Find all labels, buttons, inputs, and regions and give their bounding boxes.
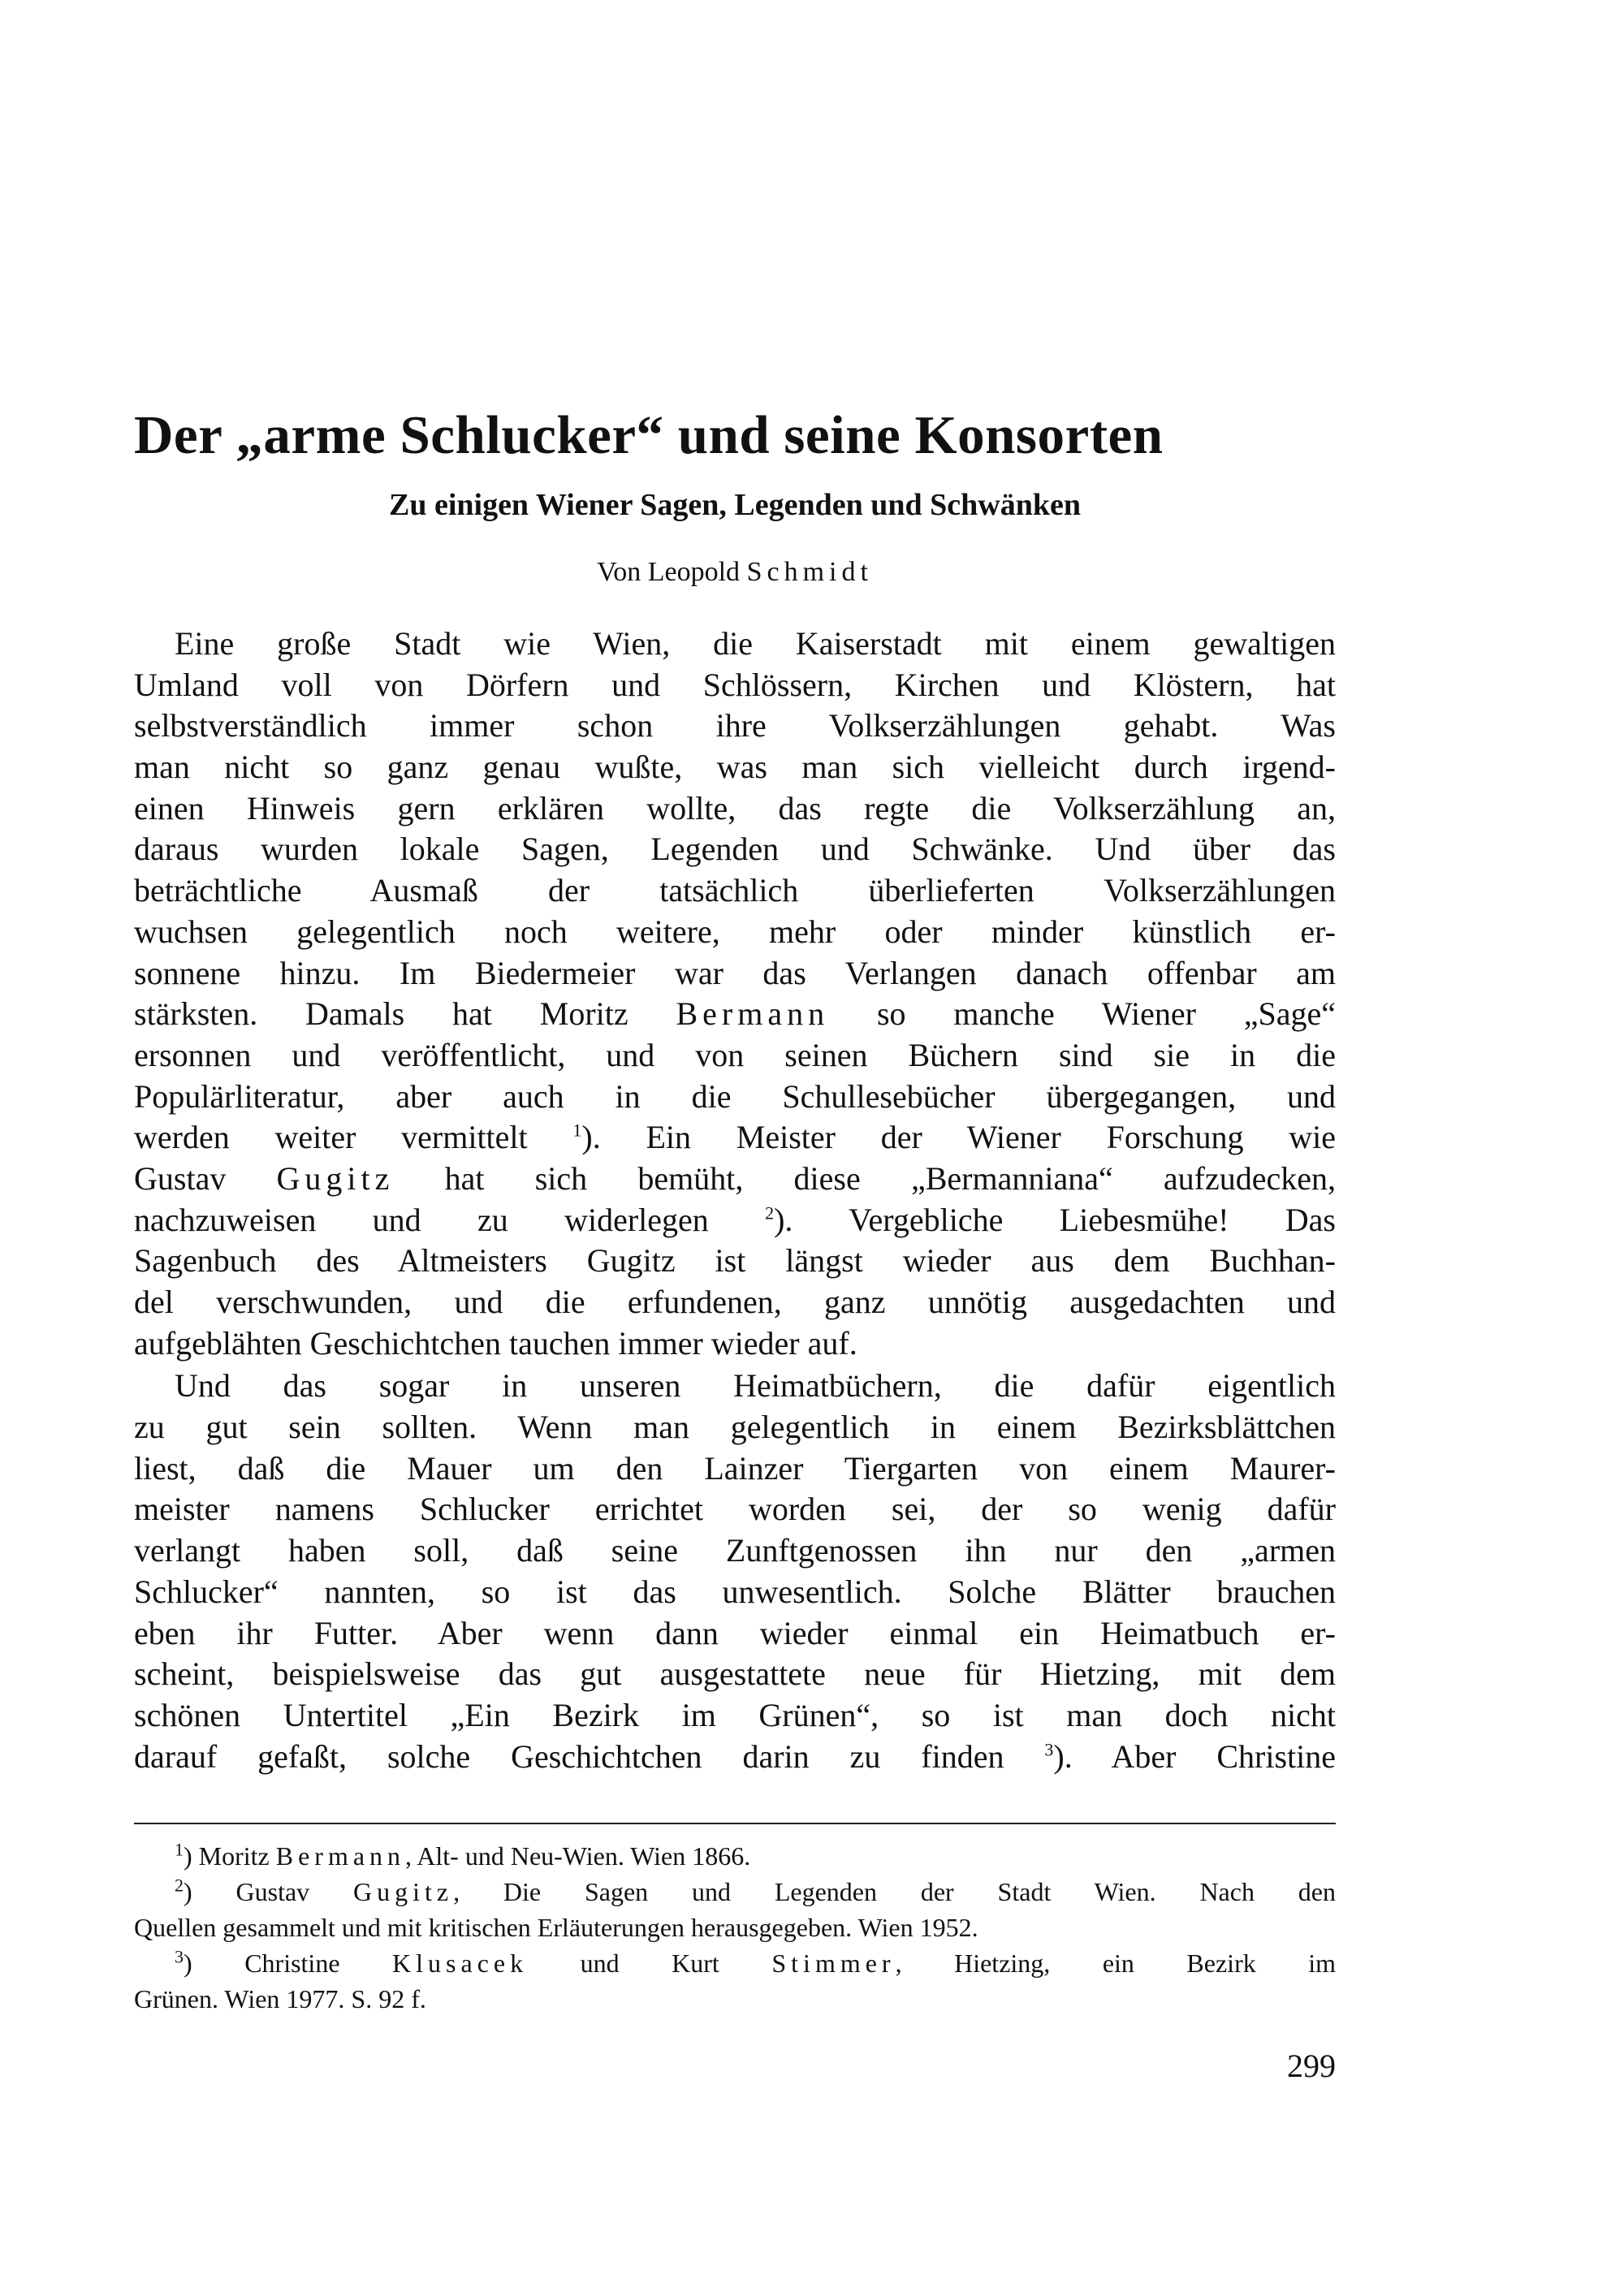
author-name: Gugitz xyxy=(276,1159,395,1197)
text-segment: ). Vergebliche Liebesmühe! Das xyxy=(774,1201,1336,1238)
author-name: Bermann xyxy=(676,995,830,1033)
body-line: Und das sogar in unseren Heimatbüchern, die dafür eigentlich xyxy=(175,1367,1336,1405)
byline-author: Schmidt xyxy=(746,557,873,587)
footnote-marker: 1 xyxy=(175,1839,184,1860)
body-text xyxy=(134,624,1336,1777)
text-segment: hat sich bemüht, diese „Bermanniana“ aufzudecken, xyxy=(444,1159,1337,1197)
footnote-2: $^2$) Gustav Gugitz, Die Sagen und Legenden der Stadt Wien. Nach den xyxy=(175,1875,1337,1906)
body-line: sonnene hinzu. Im Biedermeier war das Verlangen danach offenbar am xyxy=(134,954,1336,991)
body-line xyxy=(134,1117,1336,1159)
author-name: Bermann xyxy=(275,1841,406,1871)
body-line: Umland voll von Dörfern und Schlössern, Kirchen und Klöstern, hat xyxy=(134,666,1336,703)
text-segment: , Alt- und Neu-Wien. Wien 1866. xyxy=(405,1841,751,1871)
body-line: schönen Untertitel „Ein Bezirk im Grünen“, so ist man doch nicht xyxy=(134,1696,1336,1733)
byline-prefix: Von Leopold xyxy=(597,557,741,587)
text-segment: und Kurt xyxy=(580,1949,719,1978)
text-segment: darauf gefaßt, solche Geschichtchen darin zu finden xyxy=(134,1737,1004,1775)
body-line: zu gut sein sollten. Wenn man gelegentlich in einem Bezirksblättchen xyxy=(134,1409,1336,1446)
footnote-ref: 3 xyxy=(1044,1739,1054,1760)
text-segment: , Die Sagen und Legenden der Stadt Wien. Nach den xyxy=(453,1877,1337,1906)
byline xyxy=(134,554,1336,591)
author-name: Klusacek xyxy=(392,1949,529,1978)
text-segment: , Hietzing, ein Bezirk im xyxy=(895,1949,1337,1978)
body-line xyxy=(134,1737,1336,1778)
body-line: liest, daß die Mauer um den Lainzer Tiergarten von einem Maurer- xyxy=(134,1449,1336,1487)
text-segment: Gustav xyxy=(134,1159,227,1197)
footnote-3: $^3$) Christine Klusacek und Kurt Stimmer, Hietzing, ein Bezirk im xyxy=(175,1946,1337,1978)
article-subtitle: Zu einigen Wiener Sagen, Legenden und Schwänken xyxy=(388,488,1082,522)
text-segment: werden weiter vermittelt xyxy=(134,1119,528,1156)
body-line: ersonnen und veröffentlicht, und von seinen Büchern sind sie in die xyxy=(134,1036,1336,1073)
text-segment: Christine xyxy=(244,1949,340,1978)
body-line: daraus wurden lokale Sagen, Legenden und Schwänke. Und über das xyxy=(134,831,1336,868)
footnote-3-continuation: Grünen. Wien 1977. S. 92 f. xyxy=(134,1984,426,2013)
text-segment: so manche Wiener „Sage“ xyxy=(876,995,1337,1033)
body-line xyxy=(134,1159,1336,1200)
body-line: eben ihr Futter. Aber wenn dann wieder einmal ein Heimatbuch er- xyxy=(134,1614,1336,1651)
body-line: man nicht so ganz genau wußte, was man sich vielleicht durch irgend- xyxy=(134,749,1336,786)
footnote-ref: 1 xyxy=(572,1120,582,1141)
text-segment: ). Ein Meister der Wiener Forschung wie xyxy=(581,1119,1337,1156)
text-segment: Gustav xyxy=(235,1877,310,1906)
footnote-ref: 2 xyxy=(765,1202,775,1224)
body-line: meister namens Schlucker errichtet worden sei, der so wenig dafür xyxy=(134,1491,1336,1528)
body-line: del verschwunden, und die erfundenen, ganz unnötig ausgedachten und xyxy=(134,1284,1336,1320)
body-line: Eine große Stadt wie Wien, die Kaiserstadt mit einem gewaltigen xyxy=(175,625,1336,662)
footnote-1: $^1$) Moritz Bermann, Alt- und Neu-Wien. Wien 1866. xyxy=(175,1839,751,1871)
footnote-2-continuation: Quellen gesammelt und mit kritischen Erläuterungen herausgegeben. Wien 1952. xyxy=(134,1913,978,1942)
body-line: aufgeblähten Geschichtchen tauchen immer wieder auf. xyxy=(134,1324,857,1362)
text-segment: nachzuweisen und zu widerlegen xyxy=(134,1201,709,1238)
text-segment: ). Aber Christine xyxy=(1053,1737,1337,1775)
footnote-marker: 2 xyxy=(175,1875,184,1896)
body-line: selbstverständlich immer schon ihre Volkserzählungen gehabt. Was xyxy=(134,707,1336,744)
body-line: beträchtliche Ausmaß der tatsächlich überlieferten Volkserzählungen xyxy=(134,872,1336,909)
author-name: Gugitz xyxy=(353,1877,454,1906)
body-line xyxy=(134,1200,1336,1241)
body-line: Schlucker“ nannten, so ist das unwesentlich. Solche Blätter brauchen xyxy=(134,1573,1336,1610)
footnote-marker: 3 xyxy=(175,1946,184,1967)
body-line: Sagenbuch des Altmeisters Gugitz ist längst wieder aus dem Buchhan- xyxy=(134,1242,1336,1280)
text-segment: Moritz xyxy=(198,1841,270,1871)
body-line: einen Hinweis gern erklären wollte, das regte die Volkserzählung an, xyxy=(134,789,1336,826)
page-number: 299 xyxy=(1287,2048,1336,2084)
author-name: Stimmer xyxy=(771,1949,896,1978)
body-line: scheint, beispielsweise das gut ausgestattete neue für Hietzing, mit dem xyxy=(134,1655,1336,1693)
body-line xyxy=(134,994,1336,1035)
footnote-divider xyxy=(134,1823,1336,1824)
body-line: verlangt haben soll, daß seine Zunftgenossen ihn nur den „armen xyxy=(134,1532,1336,1569)
body-line: Populärliteratur, aber auch in die Schullesebücher übergegangen, und xyxy=(134,1077,1336,1115)
body-line: wuchsen gelegentlich noch weitere, mehr oder minder künstlich er- xyxy=(134,913,1336,950)
article-title: Der „arme Schlucker“ und seine Konsorten xyxy=(134,405,1164,465)
text-segment: stärksten. Damals hat Moritz xyxy=(134,995,628,1033)
footnotes xyxy=(134,1838,1336,2017)
